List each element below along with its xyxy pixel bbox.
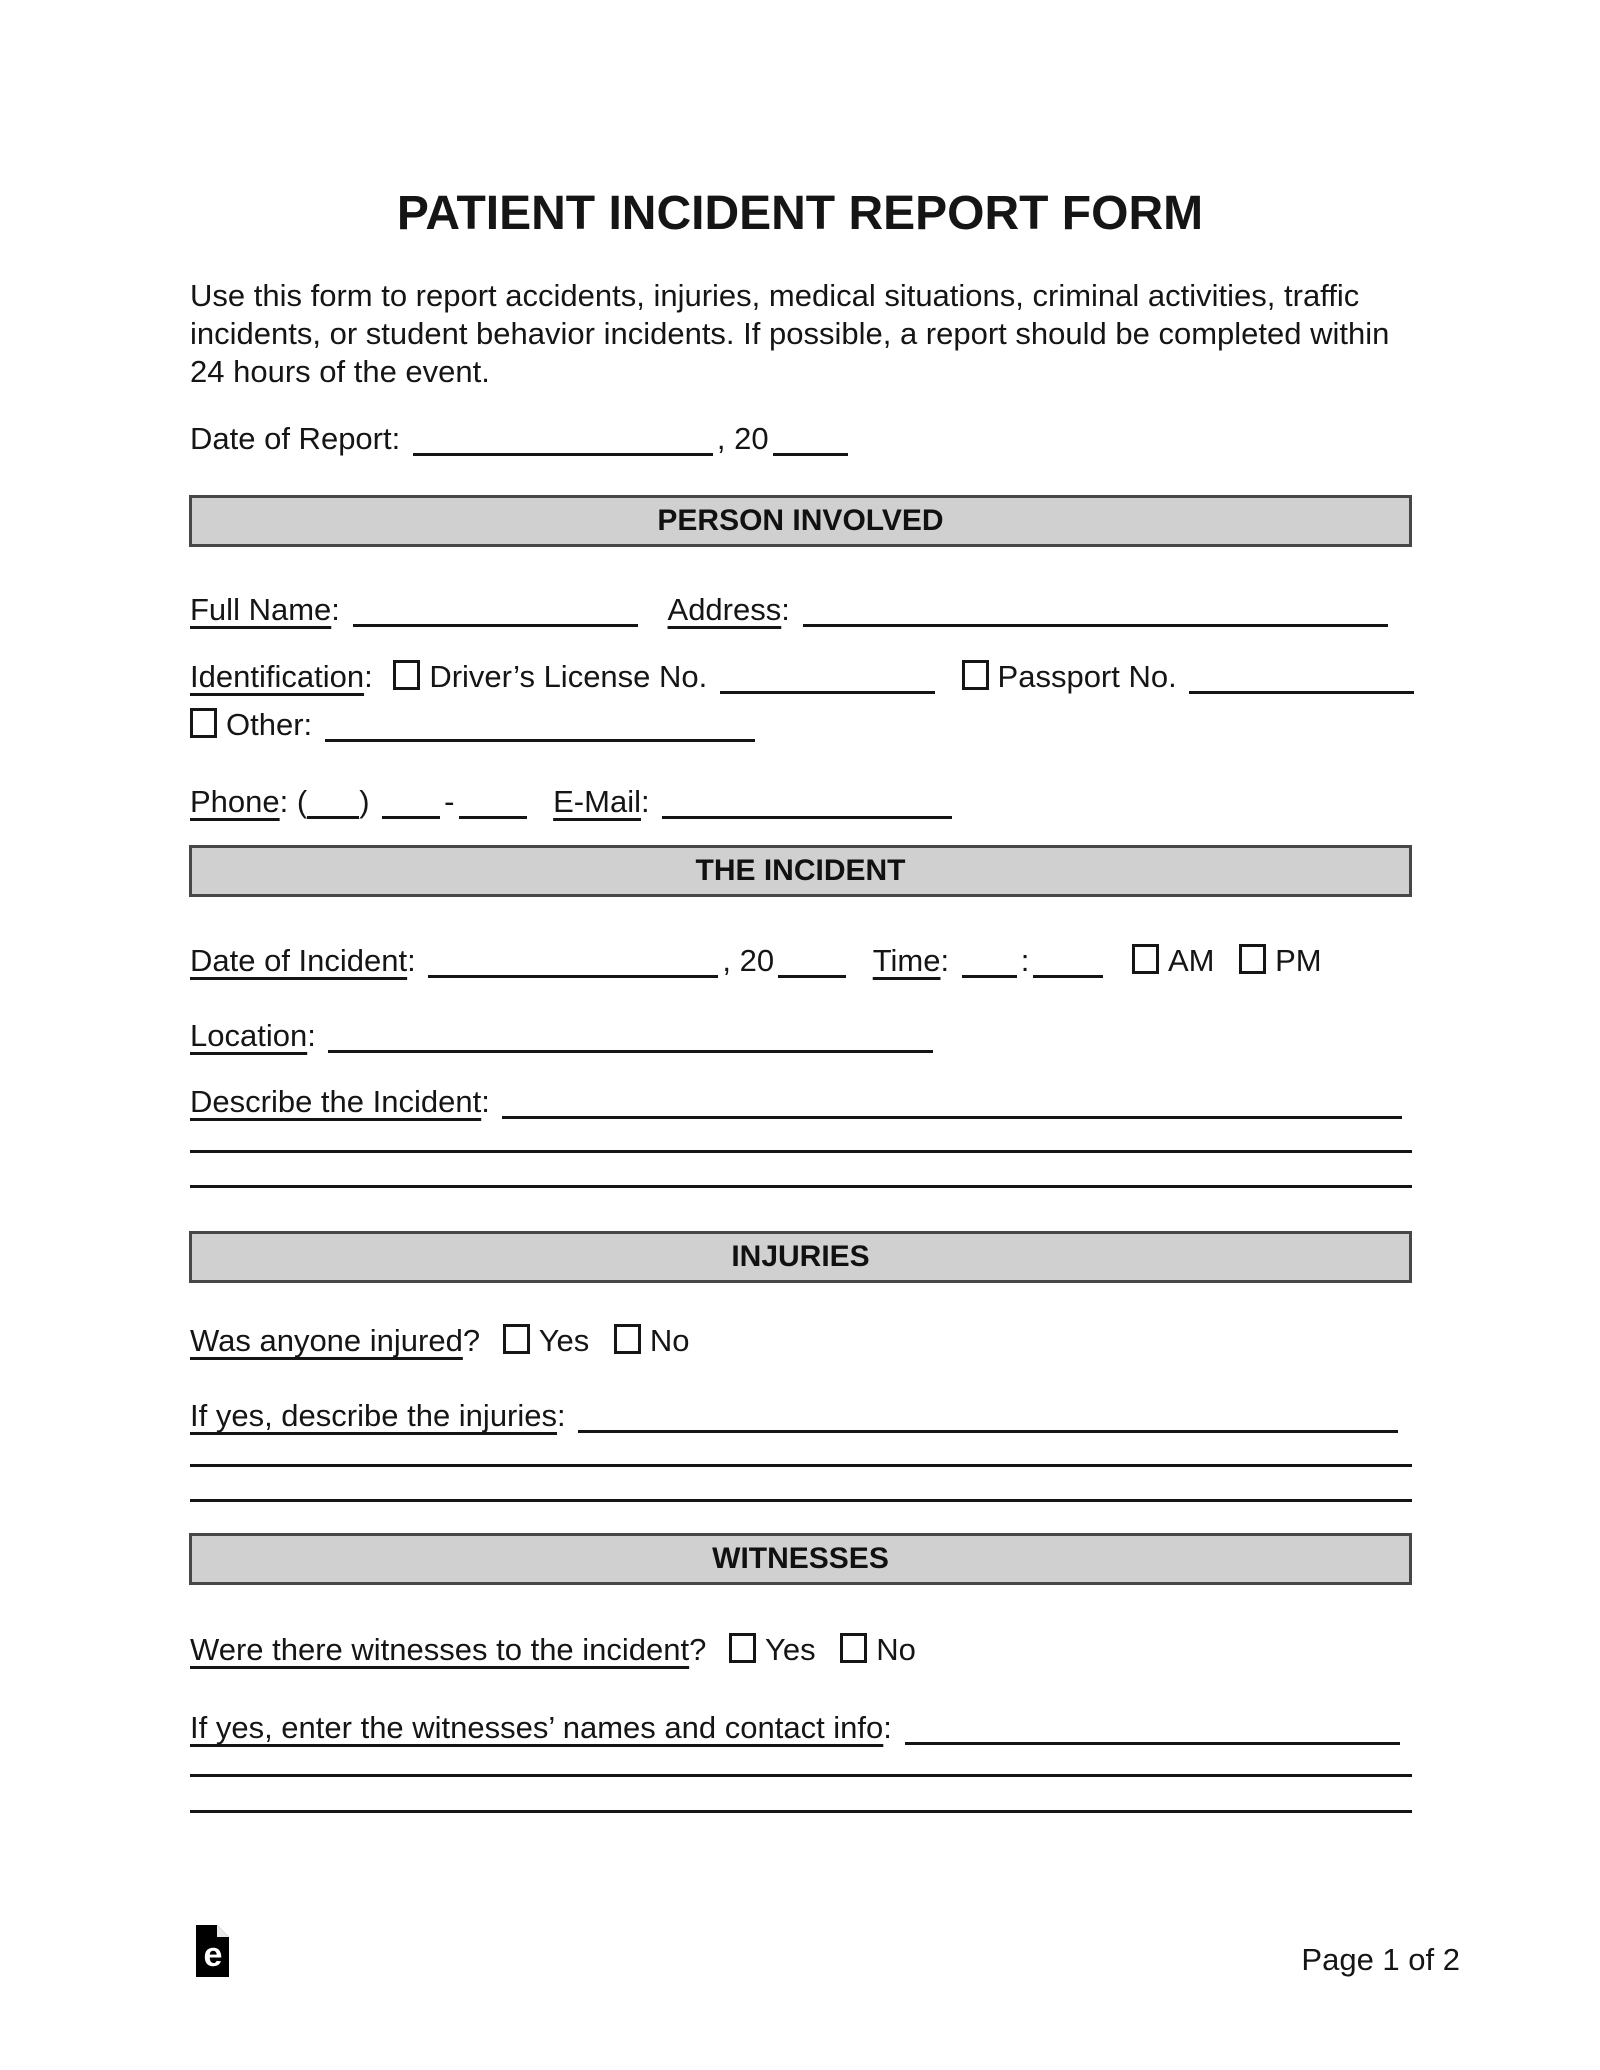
email-input[interactable] [662,788,952,819]
other-checkbox[interactable] [190,708,217,738]
other-id-row [190,708,759,742]
injured-no-label: No [649,1323,690,1358]
injuries-description-input[interactable] [578,1402,1398,1433]
passport-number-input[interactable] [1189,663,1414,694]
incident-year-input[interactable] [778,947,846,978]
intro-paragraph [190,277,1450,391]
section-header-injuries: INJURIES [189,1231,1412,1283]
witness-info-line-2[interactable] [190,1774,1412,1777]
date-of-report-input[interactable] [413,425,713,456]
report-year-input[interactable] [773,425,848,456]
describe-injuries-label: If yes, describe the injuries: [190,1398,566,1433]
anyone-injured-row [190,1324,690,1358]
time-colon: : [1020,943,1030,978]
intro-line-1: Use this form to report accidents, injuries, medical situations, criminal activities, traffic [190,278,1360,313]
injuries-description-line-2[interactable] [190,1464,1412,1467]
full-name-label: Full Name: [190,592,340,627]
identification-row [190,660,1418,694]
location-label: Location: [190,1018,316,1053]
drivers-license-number-input[interactable] [720,663,935,694]
drivers-license-checkbox[interactable] [393,660,420,690]
address-label: Address: [667,592,790,627]
drivers-license-label: Driver’s License No. [429,659,708,694]
incident-description-input[interactable] [502,1088,1402,1119]
describe-incident-row [190,1085,1406,1119]
incident-date-label: Date of Incident: [190,943,416,978]
witness-info-input[interactable] [905,1714,1400,1745]
identification-label: Identification: [190,659,373,694]
pm-checkbox[interactable] [1239,944,1266,974]
location-input[interactable] [328,1022,933,1053]
time-label: Time: [872,943,950,978]
am-label: AM [1167,943,1215,978]
incident-description-line-3[interactable] [190,1185,1412,1188]
date-of-report-row [190,422,852,456]
am-checkbox[interactable] [1132,944,1159,974]
location-row [190,1019,937,1053]
incident-year-prefix: , 20 [722,943,775,978]
phone-area-code-input[interactable] [307,788,359,819]
describe-injuries-row [190,1399,1402,1433]
witnesses-no-label: No [876,1632,916,1667]
full-name-row [190,593,1392,627]
incident-date-time-row [190,944,1322,978]
pm-label: PM [1275,943,1322,978]
injured-yes-checkbox[interactable] [503,1324,530,1354]
time-hour-input[interactable] [962,947,1017,978]
witnesses-yes-checkbox[interactable] [729,1633,756,1663]
passport-label: Passport No. [997,659,1177,694]
date-of-report-label: Date of Report: [190,421,401,456]
witness-info-line-3[interactable] [190,1810,1412,1813]
section-header-witnesses: WITNESSES [189,1533,1412,1585]
section-header-the-incident: THE INCIDENT [189,845,1412,897]
witness-info-row [190,1711,1404,1745]
passport-checkbox[interactable] [962,660,989,690]
injuries-description-line-3[interactable] [190,1499,1412,1502]
open-paren: ( [296,784,308,819]
time-minute-input[interactable] [1033,947,1103,978]
anyone-injured-question: Was anyone injured? [190,1323,481,1358]
eforms-logo [196,1925,229,1977]
phone-label: Phone: [190,784,289,819]
other-id-input[interactable] [325,711,755,742]
full-name-input[interactable] [353,596,638,627]
witnesses-no-checkbox[interactable] [840,1633,867,1663]
page-number: Page 1 of 2 [1301,1942,1460,1977]
witness-info-label: If yes, enter the witnesses’ names and contact info: [190,1710,892,1745]
year-prefix: , 20 [716,421,769,456]
injured-no-checkbox[interactable] [614,1324,641,1354]
incident-description-line-2[interactable] [190,1150,1412,1153]
phone-email-row [190,785,956,819]
phone-dash: - [444,784,455,819]
phone-prefix-input[interactable] [382,788,440,819]
describe-incident-label: Describe the Incident: [190,1084,490,1119]
witnesses-question-row [190,1633,916,1667]
witnesses-question: Were there witnesses to the incident? [190,1632,707,1667]
intro-line-3: 24 hours of the event. [190,354,490,389]
phone-line-input[interactable] [459,788,527,819]
address-input[interactable] [803,596,1388,627]
other-label: Other: [226,707,313,742]
injured-yes-label: Yes [538,1323,590,1358]
close-paren: ) [359,784,370,819]
email-label: E-Mail: [553,784,650,819]
document-icon [196,1925,229,1977]
intro-line-2: incidents, or student behavior incidents. If possible, a report should be completed within [190,316,1390,351]
form-title: PATIENT INCIDENT REPORT FORM [396,187,1204,240]
logo-letter: e [203,1936,223,1974]
section-header-person-involved: PERSON INVOLVED [189,495,1412,547]
incident-date-input[interactable] [428,947,718,978]
witnesses-yes-label: Yes [765,1632,816,1667]
